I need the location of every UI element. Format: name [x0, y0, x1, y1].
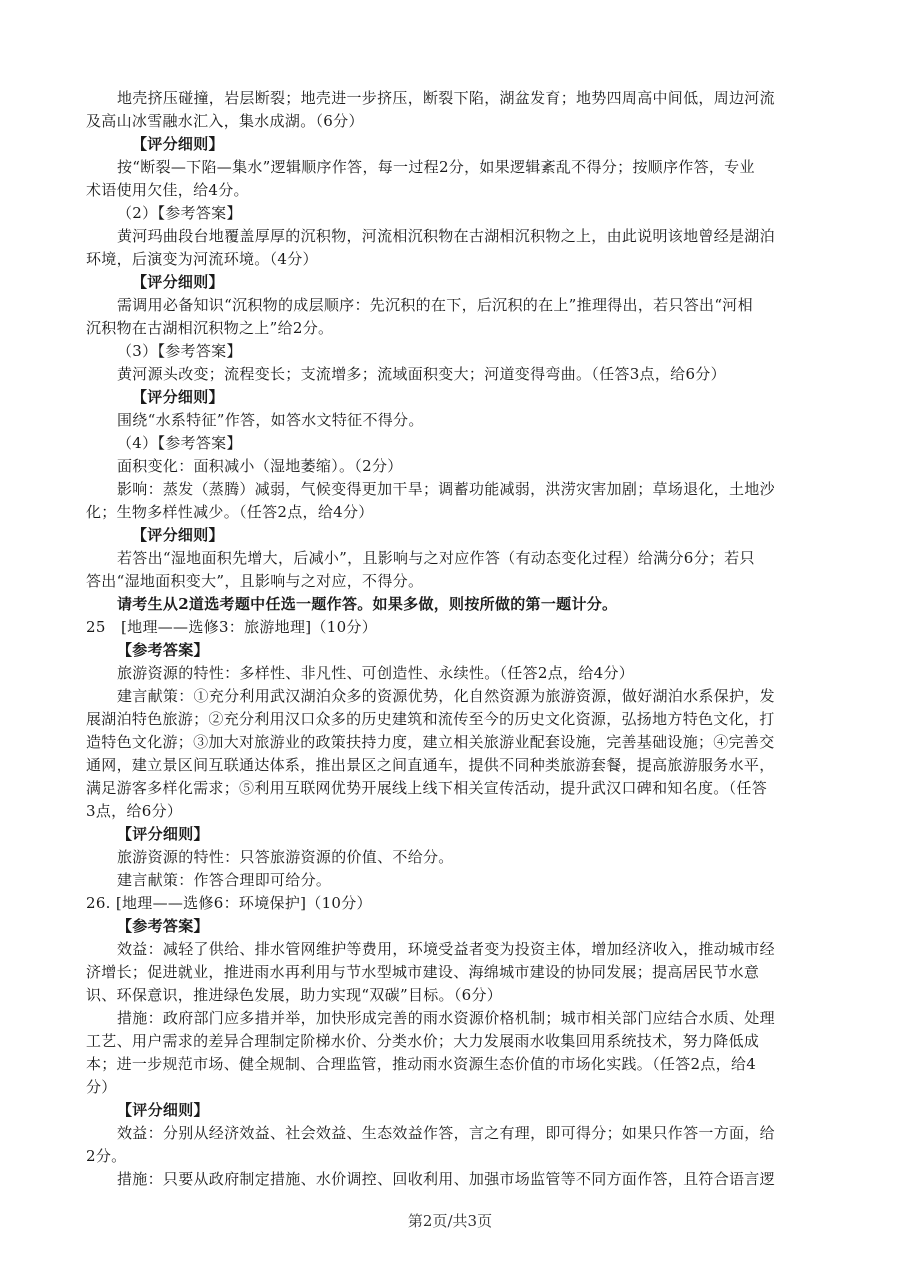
page-footer: 第2页/共3页 — [407, 1212, 493, 1230]
text-line: （2）【参考答案】 — [117, 204, 242, 222]
text-line: 旅游资源的特性：多样性、非凡性、可创造性、永续性。（任答2点，给4分） — [117, 664, 635, 682]
text-line: 【参考答案】 — [117, 917, 209, 935]
text-line: 【评分细则】 — [117, 1101, 209, 1119]
text-line: 影响：蒸发（蒸腾）减弱，气候变得更加干旱；调蓄功能减弱，洪涝灾害加剧；草场退化，土地沙 — [117, 480, 775, 498]
text-line: 2分。 — [86, 1147, 127, 1165]
text-line: 25 [地理——选修3：旅游地理]（10分） — [86, 618, 378, 636]
text-line: 措施：只要从政府制定措施、水价调控、回收利用、加强市场监管等不同方面作答，且符合语言逻 — [117, 1170, 775, 1188]
text-line: 26. [地理——选修6：环境保护]（10分） — [86, 894, 372, 912]
text-line: 术语使用欠佳，给4分。 — [86, 181, 249, 199]
answer-content — [86, 87, 840, 1191]
text-line: 效益：减轻了供给、排水管网维护等费用，环境受益者变为投资主体，增加经济收入，推动城市经 — [117, 940, 775, 958]
text-line: 3点，给6分） — [86, 802, 183, 820]
text-line: 旅游资源的特性：只答旅游资源的价值、不给分。 — [117, 848, 454, 866]
text-line: （3）【参考答案】 — [117, 342, 242, 360]
text-line: 及高山冰雪融水汇入，集水成湖。（6分） — [86, 112, 364, 130]
text-line: 请考生从2道选考题中任选一题作答。如果多做，则按所做的第一题计分。 — [117, 595, 618, 613]
text-line: 【评分细则】 — [132, 526, 224, 544]
text-line: 识、环保意识，推进绿色发展，助力实现“双碳”目标。（6分） — [86, 986, 503, 1004]
text-line: 工艺、用户需求的差异合理制定阶梯水价、分类水价；大力发展雨水收集回用系统技术，努力降低成 — [86, 1032, 760, 1050]
text-line: 化；生物多样性减少。（任答2点，给4分） — [86, 503, 374, 521]
text-line: 【评分细则】 — [132, 388, 224, 406]
text-line: 【参考答案】 — [117, 641, 209, 659]
text-line: 建言献策：①充分利用武汉湖泊众多的资源优势，化自然资源为旅游资源，做好湖泊水系保护，发 — [117, 687, 775, 705]
text-line: 环境，后演变为河流环境。（4分） — [86, 250, 318, 268]
text-line: 【评分细则】 — [132, 273, 224, 291]
text-line: 满足游客多样化需求；⑤利用互联网优势开展线上线下相关宣传活动，提升武汉口碑和知名度。（任答 — [86, 779, 768, 797]
text-line: 黄河源头改变；流程变长；支流增多；流域面积变大；河道变得弯曲。（任答3点，给6分） — [117, 365, 726, 383]
text-line: 通网，建立景区间互联通达体系，推出景区之间直通车，提供不同种类旅游套餐，提高旅游服务水平， — [86, 756, 775, 774]
text-line: 需调用必备知识“沉积物的成层顺序：先沉积的在下，后沉积的在上”推理得出，若只答出“河相 — [117, 296, 753, 314]
text-line: 黄河玛曲段台地覆盖厚厚的沉积物，河流相沉积物在古湖相沉积物之上，由此说明该地曾经是湖泊 — [117, 227, 775, 245]
text-line: 地壳挤压碰撞，岩层断裂；地壳进一步挤压，断裂下陷，湖盆发育；地势四周高中间低，周边河流 — [117, 89, 775, 107]
text-line: 若答出“湿地面积先增大，后减小”，且影响与之对应作答（有动态变化过程）给满分6分；若只 — [117, 549, 755, 567]
text-line: 措施：政府部门应多措并举，加快形成完善的雨水资源价格机制；城市相关部门应结合水质、处理 — [117, 1009, 775, 1027]
text-line: 效益：分别从经济效益、社会效益、生态效益作答，言之有理，即可得分；如果只作答一方面，给 — [117, 1124, 775, 1142]
text-line: 本；进一步规范市场、健全规制、合理监管，推动雨水资源生态价值的市场化实践。（任答2点，给4 — [86, 1055, 757, 1073]
text-line: 【评分细则】 — [117, 825, 209, 843]
text-line: 围绕“水系特征”作答，如答水文特征不得分。 — [117, 411, 424, 429]
text-line: 建言献策：作答合理即可给分。 — [117, 871, 332, 889]
text-line: 答出“湿地面积变大”，且影响与之对应，不得分。 — [86, 572, 424, 590]
text-line: 沉积物在古湖相沉积物之上”给2分。 — [86, 319, 334, 337]
text-line: 【评分细则】 — [132, 135, 224, 153]
text-line: 济增长；促进就业，推进雨水再利用与节水型城市建设、海绵城市建设的协同发展；提高居民节水意 — [86, 963, 760, 981]
text-line: 分） — [86, 1078, 117, 1096]
text-line: 按“断裂—下陷—集水”逻辑顺序作答，每一过程2分，如果逻辑紊乱不得分；按顺序作答，专业 — [117, 158, 755, 176]
text-line: 展湖泊特色旅游；②充分利用汉口众多的历史建筑和流传至今的历史文化资源，弘扬地方特色文化，打 — [86, 710, 775, 728]
text-line: （4）【参考答案】 — [117, 434, 242, 452]
text-line: 造特色文化游；③加大对旅游业的政策扶持力度，建立相关旅游业配套设施，完善基础设施；④完善交 — [86, 733, 775, 751]
text-line: 面积变化：面积减小（湿地萎缩）。（2分） — [117, 457, 403, 475]
